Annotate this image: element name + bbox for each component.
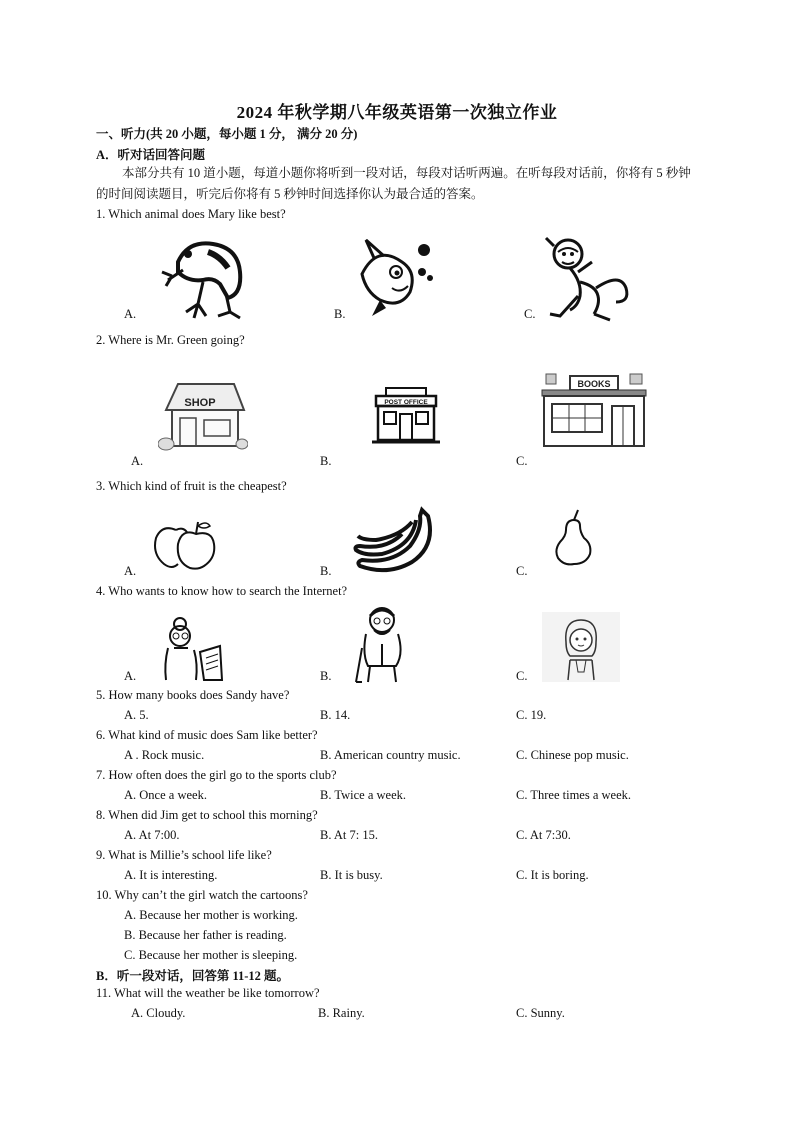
q10-option-b: B. Because her father is reading. [124,928,287,942]
question-1: 1. Which animal does Mary like best? [96,207,286,221]
q9-option-b: B. It is busy. [320,868,383,882]
post-office-icon [372,386,440,444]
question-10: 10. Why can’t the girl watch the cartoons? [96,888,308,902]
q4-option-c: C. [516,669,528,683]
girl-icon [542,612,620,682]
q3-option-a: A. [124,564,137,578]
q4-option-a: A. [124,669,137,683]
monkey-icon [540,232,635,324]
q11-option-c: C. Sunny. [516,1006,565,1020]
question-8: 8. When did Jim get to school this morning? [96,808,318,822]
q8-option-c: C. At 7:30. [516,828,571,842]
question-11: 11. What will the weather be like tomorrow? [96,986,320,1000]
bookstore-icon [540,372,648,448]
q6-option-c: C. Chinese pop music. [516,748,629,762]
question-4: 4. Who wants to know how to search the Internet? [96,584,348,598]
q1-option-b: B. [334,307,346,321]
q10-option-c: C. Because her mother is sleeping. [124,948,298,962]
question-5: 5. How many books does Sandy have? [96,688,290,702]
fish-icon [352,234,437,319]
q1-option-c: C. [524,307,536,321]
q10-option-a: A. Because her mother is working. [124,908,298,922]
bookstore-sign-label: BOOKS [577,379,611,389]
q5-option-a: A. 5. [124,708,149,722]
q5-option-c: C. 19. [516,708,547,722]
q2-option-c: C. [516,454,528,468]
q7-option-a: A. Once a week. [124,788,207,802]
question-3: 3. Which kind of fruit is the cheapest? [96,479,287,493]
post-office-sign-label: POST OFFICE [384,399,428,406]
q7-option-b: B. Twice a week. [320,788,407,802]
q11-option-a: A. Cloudy. [131,1006,186,1020]
q6-option-a: A . Rock music. [124,748,205,762]
q9-option-a: A. It is interesting. [124,868,218,882]
q2-option-b: B. [320,454,332,468]
q9-option-c: C. It is boring. [516,868,589,882]
q7-option-c: C. Three times a week. [516,788,632,802]
q11-option-b: B. Rainy. [318,1006,365,1020]
q4-option-b: B. [320,669,332,683]
apples-icon [152,518,218,570]
shop-icon [158,380,248,452]
q5-option-b: B. 14. [320,708,351,722]
grandpa-icon [352,604,412,684]
grandma-icon [160,614,224,682]
page-title: 2024 年秋学期八年级英语第一次独立作业 [236,103,558,122]
pear-icon [552,508,594,566]
bananas-icon [352,506,438,576]
question-6: 6. What kind of music does Sam like better? [96,728,318,742]
q2-option-a: A. [131,454,144,468]
q3-option-b: B. [320,564,332,578]
q6-option-b: B. American country music. [320,748,461,762]
q8-option-a: A. At 7:00. [124,828,180,842]
frog-icon [158,232,248,322]
question-7: 7. How often does the girl go to the sports club? [96,768,337,782]
instructions: 本部分共有 10 道小题，每道小题你将听到一段对话，每段对话听两遍。在听每段对话前，你将有 5 秒钟的时间阅读题目，听完后你将有 5 秒钟时间选择你认为最合适的答案。 [96,166,691,201]
question-2: 2. Where is Mr. Green going? [96,333,245,347]
shop-sign-label: SHOP [184,397,216,409]
part-b-heading: B．听一段对话，回答第 11-12 题。 [96,969,290,983]
q3-option-c: C. [516,564,528,578]
part-a-heading: A．听对话回答问题 [96,148,206,162]
q8-option-b: B. At 7: 15. [320,828,378,842]
q1-option-a: A. [124,307,137,321]
section-heading: 一、听力(共 20 小题，每小题 1 分， 满分 20 分) [96,127,358,141]
question-9: 9. What is Millie’s school life like? [96,848,272,862]
